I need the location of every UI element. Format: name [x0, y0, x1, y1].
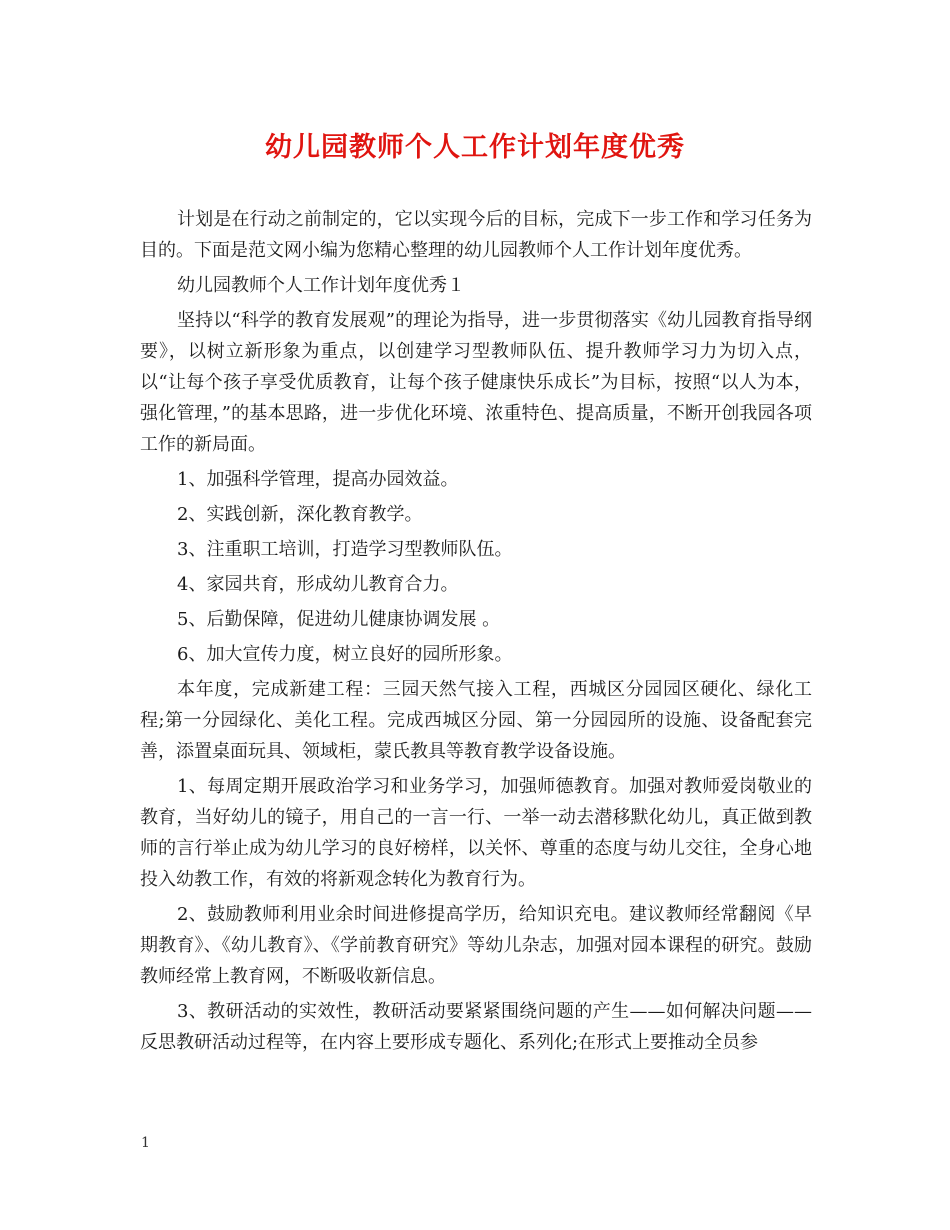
section-heading-1: 幼儿园教师个人工作计划年度优秀１ — [177, 275, 465, 296]
document-body — [140, 204, 812, 1058]
intro-paragraph: 计划是在行动之前制定的，它以实现今后的目标，完成下一步工作和学习任务为目的。下面是范文网小编为您精心整理的幼儿园教师个人工作计划年度优秀。 — [140, 209, 812, 261]
goal-item-6: 6、加大宣传力度，树立良好的园所形象。 — [177, 644, 513, 665]
goal-item-1: 1、加强科学管理，提高办园效益。 — [177, 469, 459, 490]
goal-item-4: 4、家园共育，形成幼儿教育合力。 — [177, 574, 459, 595]
training-item-1: 1、每周定期开展政治学习和业务学习，加强师德教育。加强对教师爱岗敬业的教育，当好幼儿的镜子，用自己的一言一行、一举一动去潜移默化幼儿，真正做到教师的言行举止成为幼儿学习的良好榜样，以关怀、尊重的态度与幼儿交往，全身心地投入幼教工作，有效的将新观念转化为教育行为。 — [140, 776, 812, 890]
goal-item-2: 2、实践创新，深化教育教学。 — [177, 504, 423, 525]
goal-item-3: 3、注重职工培训，打造学习型教师队伍。 — [177, 539, 513, 560]
training-item-3: 3、教研活动的实效性，教研活动要紧紧围绕问题的产生——如何解决问题——反思教研活动过程等，在内容上要形成专题化、系列化;在形式上要推动全员参 — [140, 1001, 812, 1053]
document-title: 幼儿园教师个人工作计划年度优秀 — [265, 132, 685, 163]
training-item-2: 2、鼓励教师利用业余时间进修提高学历，给知识充电。建议教师经常翻阅《早期教育》、《幼儿教育》、《学前教育研究》等幼儿杂志，加强对园本课程的研究。鼓励教师经常上教育网，不断吸收新信息。 — [140, 904, 812, 987]
goal-item-5: 5、后勤保障，促进幼儿健康协调发展 。 — [177, 609, 501, 630]
page-number: 1 — [141, 1135, 150, 1151]
guiding-principle-paragraph: 坚持以“科学的教育发展观”的理论为指导，进一步贯彻落实《幼儿园教育指导纲要》，以树立新形象为重点，以创建学习型教师队伍、提升教师学习力为切入点，以“让每个孩子享受优质教育，让每个孩子健康快乐成长”为目标，按照“以人为本，强化管理，”的基本思路，进一步优化环境、浓重特色、提高质量，不断开创我园各项工作的新局面。 — [140, 310, 812, 455]
construction-paragraph: 本年度，完成新建工程：三园天然气接入工程，西城区分园园区硬化、绿化工程;第一分园绿化、美化工程。完成西城区分园、第一分园园所的设施、设备配套完善，添置桌面玩具、领域柜，蒙氏教具等教育教学设备设施。 — [140, 679, 812, 762]
